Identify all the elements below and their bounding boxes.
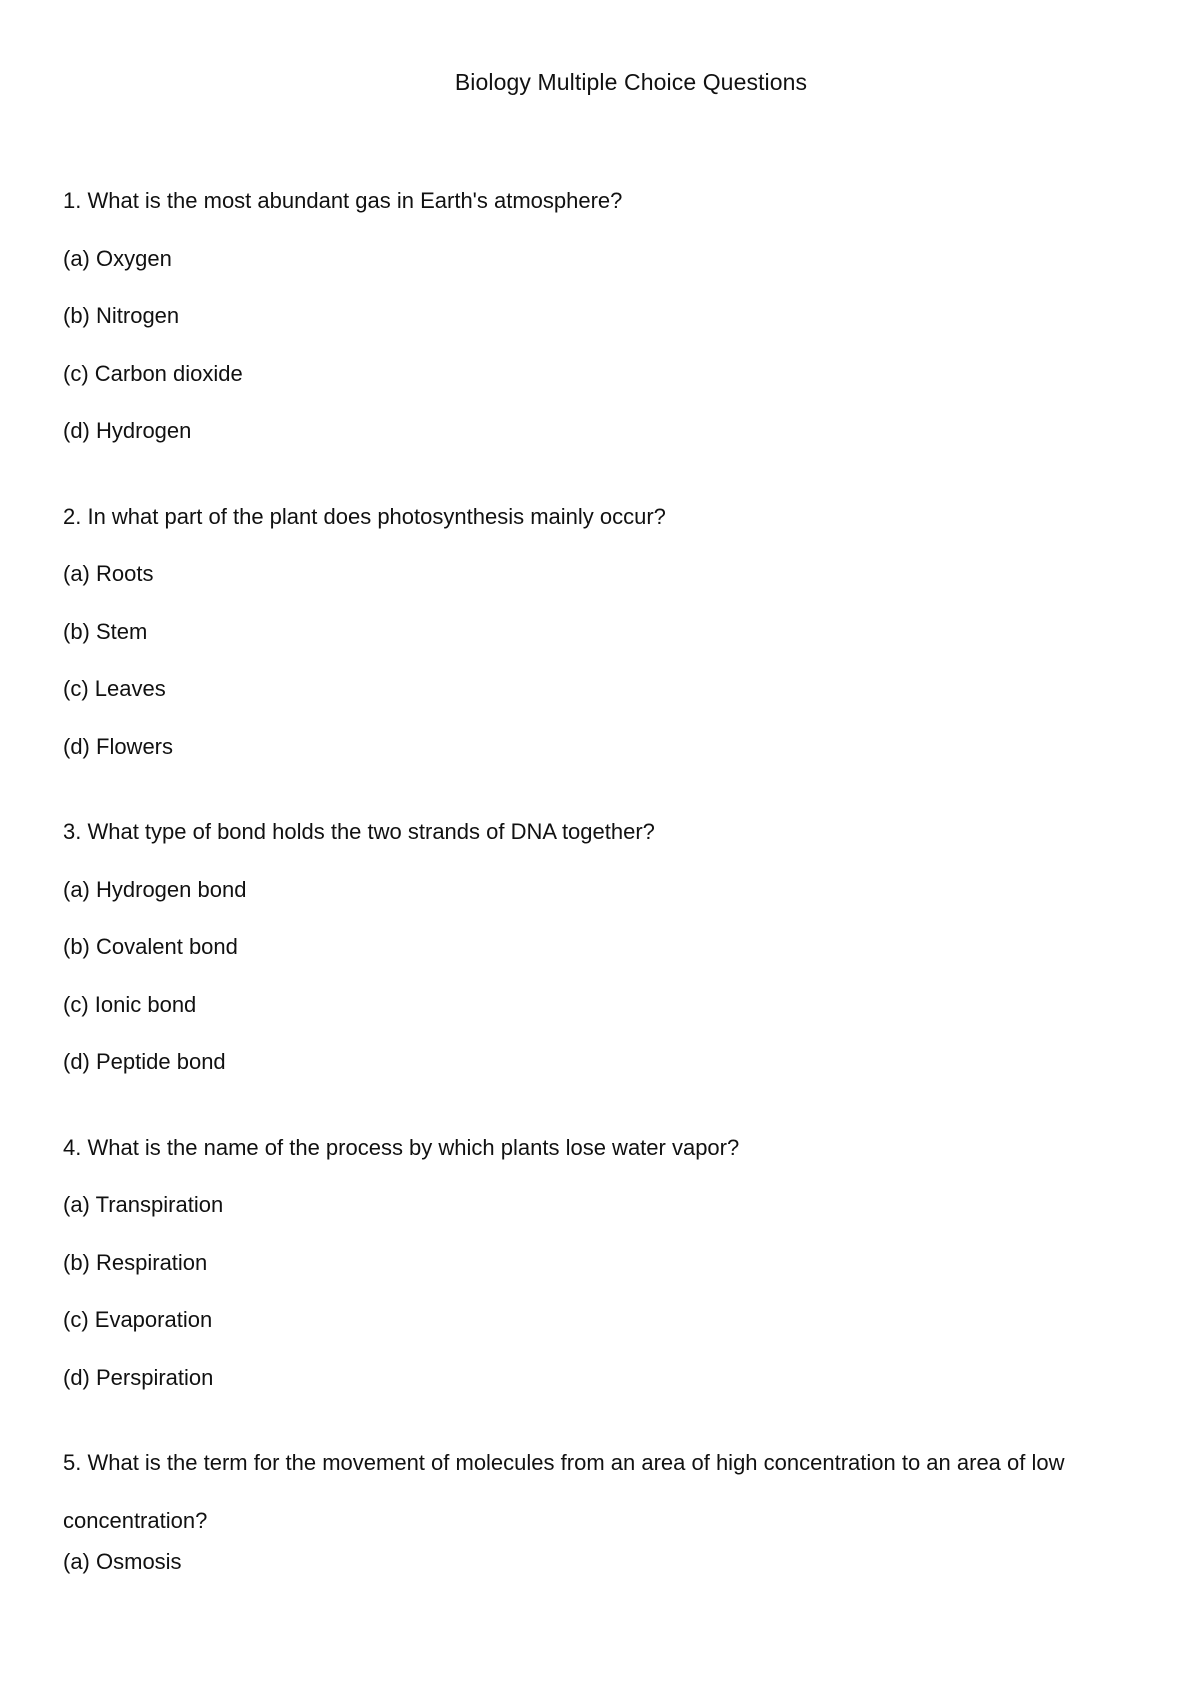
answer-option: (d) Perspiration [63, 1364, 214, 1390]
question-text: 3. What type of bond holds the two strands of DNA together? [63, 819, 655, 844]
question-text: 4. What is the name of the process by which plants lose water vapor? [63, 1134, 740, 1160]
answer-option: (d) Hydrogen [63, 418, 192, 443]
answer-option: (a) Transpiration [63, 1192, 224, 1217]
document-title: Biology Multiple Choice Questions [454, 69, 808, 95]
answer-option: (b) Nitrogen [63, 303, 180, 328]
answer-option: (d) Flowers [63, 733, 174, 759]
question-3 [63, 817, 1163, 1105]
answer-option: (a) Roots [63, 561, 154, 586]
answer-option: (b) Respiration [63, 1249, 208, 1275]
question-2 [63, 502, 1163, 790]
question-text: 5. What is the term for the movement of molecules from an area of high concentration to an area of low concentration? [63, 1450, 1065, 1533]
answer-option: (c) Leaves [63, 676, 166, 701]
answer-option: (c) Evaporation [63, 1307, 213, 1332]
answer-option: (d) Peptide bond [63, 1049, 226, 1074]
answer-option: (a) Osmosis [63, 1549, 182, 1574]
answer-option: (a) Hydrogen bond [63, 876, 247, 902]
question-text: 1. What is the most abundant gas in Earth's atmosphere? [63, 188, 623, 213]
answer-option: (c) Carbon dioxide [63, 360, 243, 386]
answer-option: (b) Stem [63, 618, 148, 644]
question-list [63, 186, 1163, 1633]
answer-option: (b) Covalent bond [63, 934, 238, 959]
question-1 [63, 186, 1163, 474]
question-text: 2. In what part of the plant does photosynthesis mainly occur? [63, 503, 666, 529]
answer-option: (a) Oxygen [63, 245, 172, 271]
question-4 [63, 1133, 1163, 1421]
answer-option: (c) Ionic bond [63, 991, 197, 1017]
question-5 [63, 1434, 1163, 1605]
